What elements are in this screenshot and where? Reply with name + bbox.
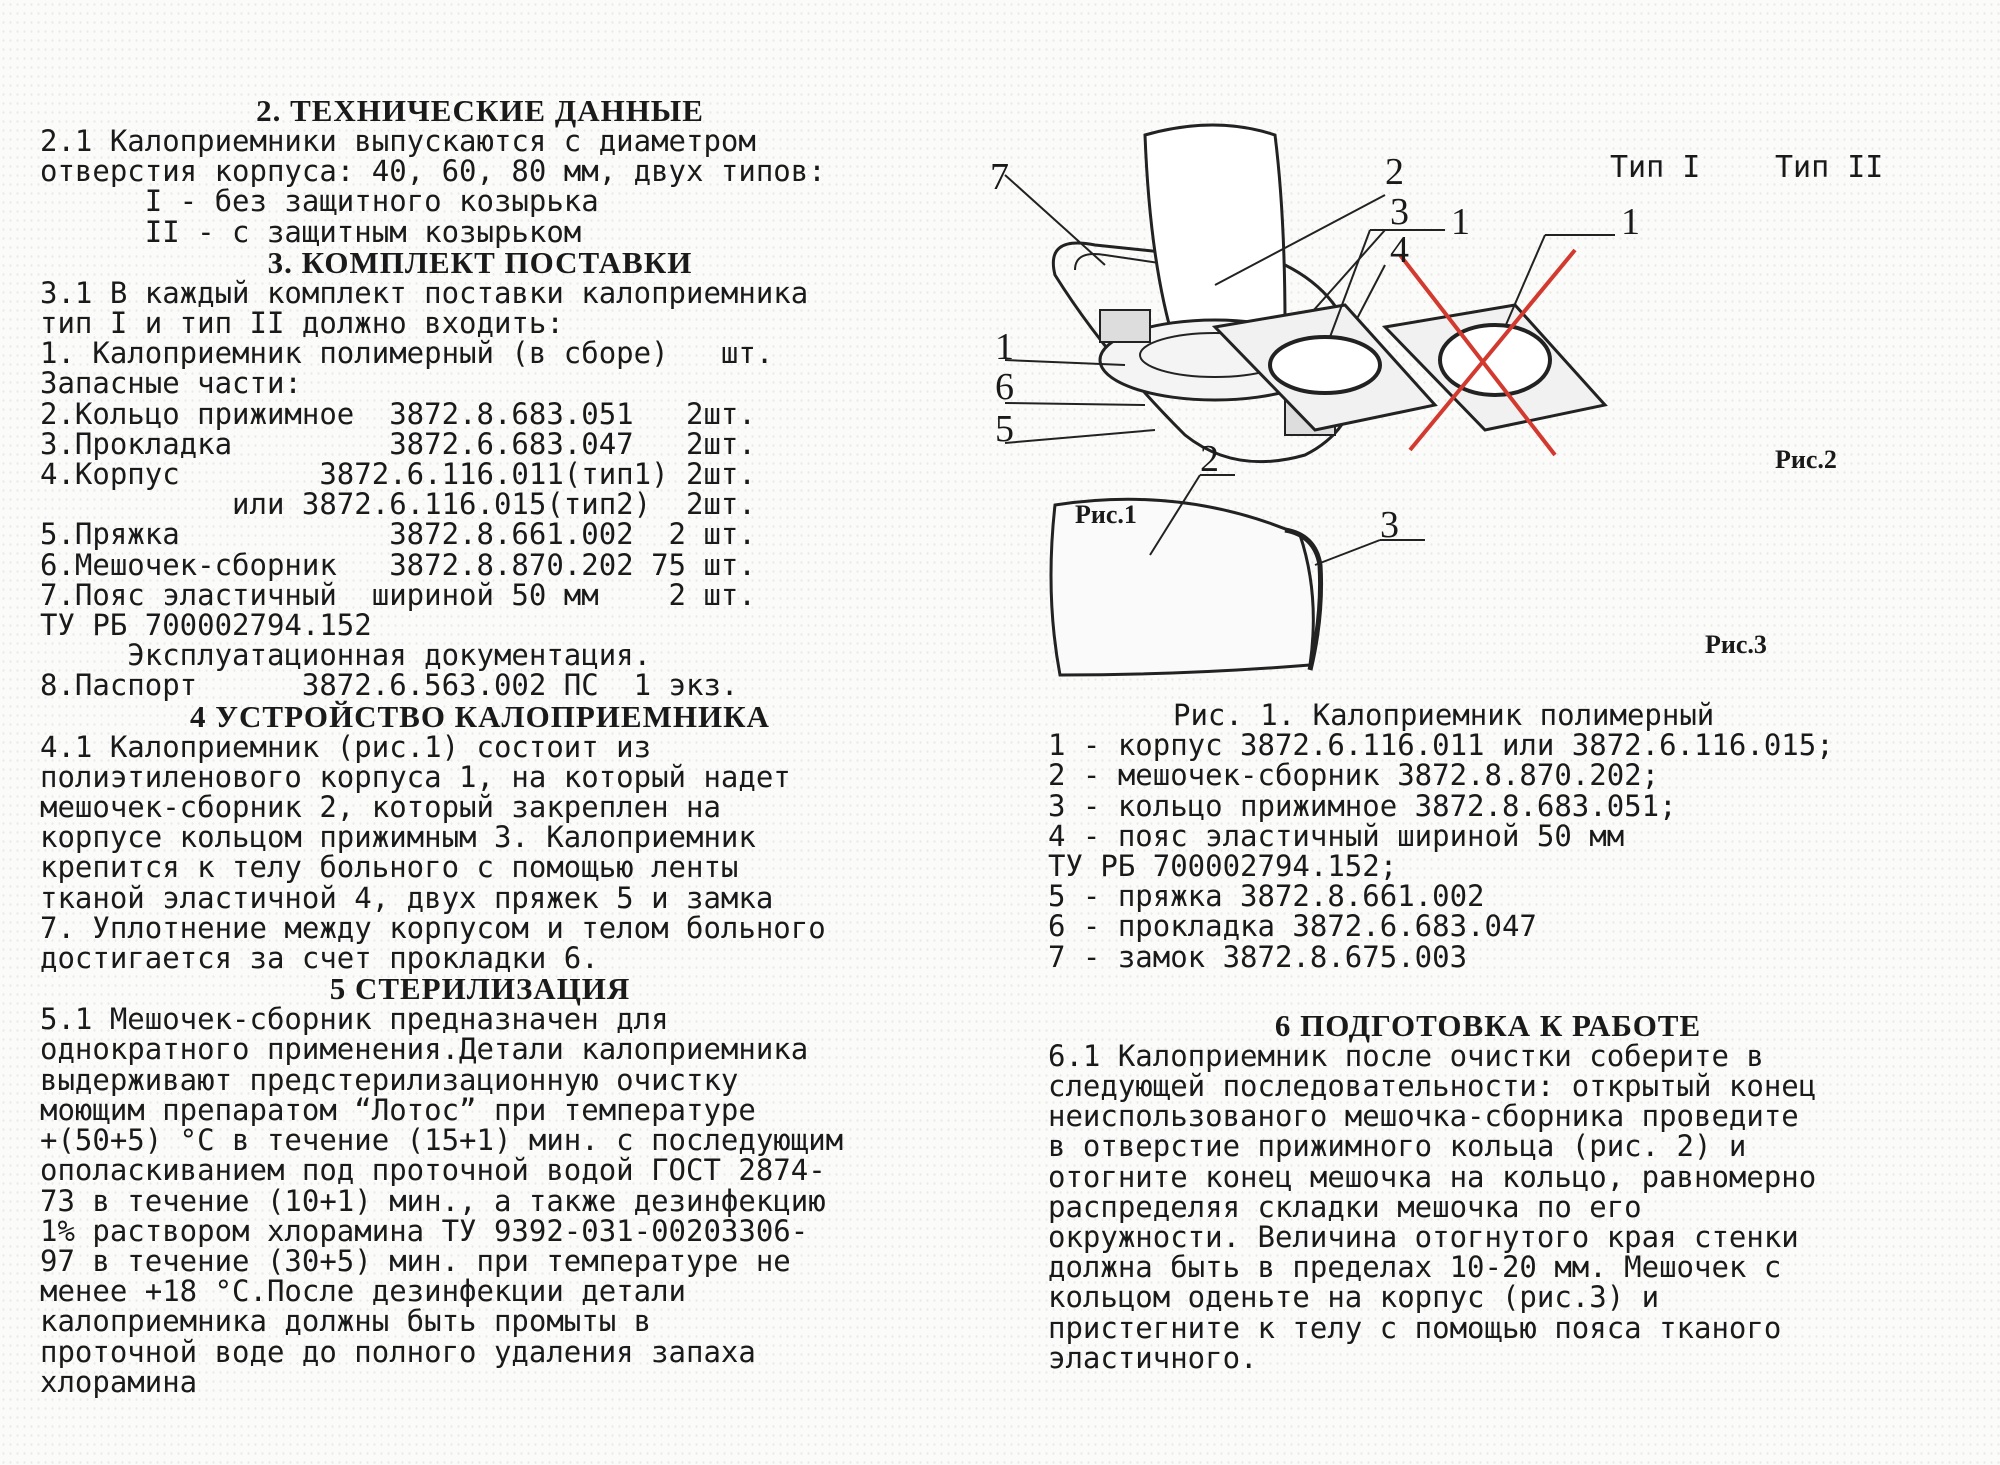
callout-6: 6 <box>995 366 1014 408</box>
callout-4: 4 <box>1390 229 1409 271</box>
kit-line: 2.Кольцо прижимное 3872.8.683.051 2шт. <box>40 396 756 431</box>
prep-line: пристегните к телу с помощью пояса тканого <box>1048 1310 1782 1345</box>
fig2-label: Рис.2 <box>1775 445 1837 474</box>
section-device <box>40 698 920 976</box>
caption-line: 1 - корпус 3872.6.116.011 или 3872.6.116.015; <box>1048 728 1834 763</box>
heading-device: 4 УСТРОЙСТВО КАЛОПРИЕМНИКА <box>190 698 770 734</box>
prep-line: 6.1 Калоприемник после очистки соберите в <box>1048 1038 1764 1073</box>
caption-line: 5 - пряжка 3872.8.661.002 <box>1048 879 1485 914</box>
callout-type2-1: 1 <box>1621 201 1640 243</box>
type1-ring <box>1270 337 1380 393</box>
heading-kit: 3. КОМПЛЕКТ ПОСТАВКИ <box>267 244 693 280</box>
steril-line: выдерживают предстерилизационную очистку <box>40 1062 739 1097</box>
steril-line: менее +18 °С.После дезинфекции детали <box>40 1274 687 1309</box>
steril-line: 97 в течение (30+5) мин. при температуре не <box>40 1243 791 1278</box>
left-column <box>40 95 920 1397</box>
device-line: крепится к телу больного с помощью ленты <box>40 850 739 885</box>
kit-line: или 3872.6.116.015(тип2) 2шт. <box>40 487 756 522</box>
type2-label: Тип II <box>1775 150 1884 185</box>
callout-7: 7 <box>990 156 1009 198</box>
callout-3: 3 <box>1390 191 1409 233</box>
section-kit <box>40 244 920 703</box>
tech-line: II - с защитным козырьком <box>40 214 582 249</box>
steril-line: моющим препаратом “Лотос” при температуре <box>40 1092 756 1127</box>
kit-line: 4.Корпус 3872.6.116.011(тип1) 2шт. <box>40 457 756 492</box>
caption-line: 6 - прокладка 3872.6.683.047 <box>1048 909 1537 944</box>
fig3-label: Рис.3 <box>1705 630 1767 659</box>
callout-type1-1: 1 <box>1451 201 1470 243</box>
fig1-label: Рис.1 <box>1075 500 1137 529</box>
section-steril <box>40 973 920 1397</box>
figure-caption <box>1048 700 1998 972</box>
type2-ring <box>1440 325 1550 395</box>
kit-line: тип I и тип II должно входить: <box>40 306 564 341</box>
caption-line: 3 - кольцо прижимное 3872.8.683.051; <box>1048 788 1677 823</box>
leader-line <box>1315 540 1380 565</box>
kit-line: 3.1 В каждый комплект поставки калоприемника <box>40 275 809 310</box>
device-line: мешочек-сборник 2, который закреплен на <box>40 790 721 825</box>
prep-line: эластичного. <box>1048 1340 1258 1375</box>
kit-line: 8.Паспорт 3872.6.563.002 ПС 1 экз. <box>40 668 739 703</box>
steril-line: +(50+5) °С в течение (15+1) мин. с последующим <box>40 1123 844 1158</box>
heading-steril: 5 СТЕРИЛИЗАЦИЯ <box>329 971 631 1007</box>
steril-line: 1% раствором хлорамина ТУ 9392-031-00203306- <box>40 1213 809 1248</box>
callout-5: 5 <box>995 408 1014 450</box>
kit-line: 6.Мешочек-сборник 3872.8.870.202 75 шт. <box>40 547 756 582</box>
steril-line: ополаскиванием под проточной водой ГОСТ 2874- <box>40 1153 826 1188</box>
callout-fig3-3: 3 <box>1380 504 1399 546</box>
steril-line: 73 в течение (10+1) мин., а также дезинфекцию <box>40 1183 826 1218</box>
prep-line: должна быть в пределах 10-20 мм. Мешочек с <box>1048 1250 1782 1285</box>
steril-line: 5.1 Мешочек-сборник предназначен для <box>40 1002 669 1037</box>
prep-line: распределяя складки мешочка по его <box>1048 1189 1642 1224</box>
kit-line: 5.Пряжка 3872.8.661.002 2 шт. <box>40 517 756 552</box>
device-line: тканой эластичной 4, двух пряжек 5 и замка <box>40 880 774 915</box>
prep-line: кольцом оденьте на корпус (рис.3) и <box>1048 1280 1660 1315</box>
kit-line: 1. Калоприемник полимерный (в сборе) шт. <box>40 336 774 371</box>
steril-line: однократного применения.Детали калоприемника <box>40 1032 809 1067</box>
prep-line: отогните конец мешочка на кольцо, равномерно <box>1048 1159 1817 1194</box>
steril-line: проточной воде до полного удаления запаха <box>40 1334 756 1369</box>
kit-line: Запасные части: <box>40 366 302 401</box>
heading-prep: 6 ПОДГОТОВКА К РАБОТЕ <box>1274 1007 1702 1043</box>
device-line: корпусе кольцом прижимным 3. Калоприемник <box>40 820 756 855</box>
kit-line: Эксплуатационная документация. <box>40 638 652 673</box>
callout-2: 2 <box>1385 151 1404 193</box>
device-line: 4.1 Калоприемник (рис.1) состоит из <box>40 729 652 764</box>
caption-title: Рис. 1. Калоприемник полимерный <box>1173 698 1715 732</box>
prep-line: окружности. Величина отогнутого края стенки <box>1048 1220 1799 1255</box>
caption-line: 7 - замок 3872.8.675.003 <box>1048 939 1468 974</box>
caption-line: ТУ РБ 700002794.152; <box>1048 849 1398 884</box>
section-prep <box>1048 1007 1928 1375</box>
section-tech <box>40 95 920 247</box>
figure-drawings <box>985 95 1985 695</box>
tech-line: отверстия корпуса: 40, 60, 80 мм, двух типов: <box>40 154 826 189</box>
prep-line: в отверстие прижимного кольца (рис. 2) и <box>1048 1129 1747 1164</box>
steril-line: калоприемника должны быть промыты в <box>40 1304 652 1339</box>
device-line: достигается за счет прокладки 6. <box>40 941 599 976</box>
caption-line: 2 - мешочек-сборник 3872.8.870.202; <box>1048 758 1660 793</box>
tech-line: I - без защитного козырька <box>40 184 599 219</box>
device-line: полиэтиленового корпуса 1, на который надет <box>40 759 791 794</box>
prep-line: неиспользованого мешочка-сборника проведите <box>1048 1099 1799 1134</box>
callout-fig3-2: 2 <box>1200 438 1219 480</box>
kit-line: ТУ РБ 700002794.152 <box>40 608 372 643</box>
right-column <box>1048 700 1998 1373</box>
callout-1: 1 <box>995 326 1014 368</box>
kit-line: 3.Прокладка 3872.6.683.047 2шт. <box>40 426 756 461</box>
leader-line <box>1005 403 1145 405</box>
heading-tech: 2. ТЕХНИЧЕСКИЕ ДАННЫЕ <box>256 93 704 128</box>
tech-line: 2.1 Калоприемники выпускаются с диаметром <box>40 124 756 158</box>
kit-line: 7.Пояс эластичный шириной 50 мм 2 шт. <box>40 577 756 612</box>
steril-line: хлорамина <box>40 1364 198 1399</box>
prep-line: следующей последовательности: открытый конец <box>1048 1069 1817 1104</box>
type1-label: Тип I <box>1610 150 1701 185</box>
buckle-shape <box>1100 310 1150 342</box>
figures-area <box>985 95 1985 695</box>
device-line: 7. Уплотнение между корпусом и телом больного <box>40 910 826 945</box>
leader-line <box>1005 430 1155 443</box>
caption-line: 4 - пояс эластичный шириной 50 мм <box>1048 818 1625 853</box>
